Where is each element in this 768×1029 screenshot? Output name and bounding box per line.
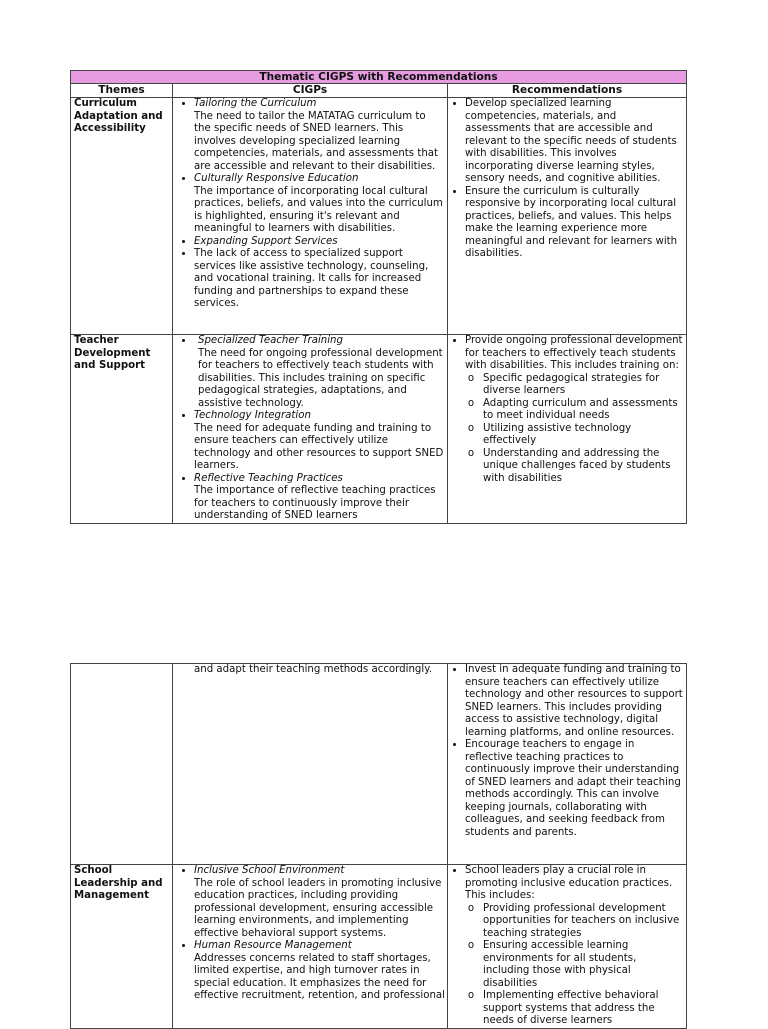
header-themes: Themes	[71, 84, 173, 98]
cigp-text: The need for adequate funding and training to ensure teachers can effectively utilize technology and other resources to support SNED learners.	[194, 422, 444, 471]
cigps-list	[176, 98, 445, 311]
cigp-text: • The lack of access to specialized support services like assistive technology, counseling, and vocational training. It calls for increased funding and partnerships to expand these services.	[194, 248, 429, 309]
rec-intro: • School leaders play a crucial role in promoting inclusive education practices. This includes:	[465, 865, 673, 901]
table-title: Thematic CIGPS with Recommendations	[71, 71, 687, 84]
table-title-row	[71, 71, 687, 84]
list-item	[194, 865, 445, 940]
list-item	[194, 335, 445, 410]
header-cigps: CIGPs	[173, 84, 448, 98]
recommendations-cell	[448, 335, 687, 524]
recommendations-cell	[448, 98, 687, 335]
cigps-cell	[173, 664, 448, 865]
sub-list-item: o Implementing effective behavioral support systems that address the needs of diverse learners	[483, 990, 684, 1028]
table-row	[71, 664, 687, 865]
list-item	[194, 236, 445, 249]
cigps-cell	[173, 865, 448, 1029]
cigps-cell	[173, 98, 448, 335]
sub-list-item: o Adapting curriculum and assessments to meet individual needs	[483, 398, 684, 423]
list-item	[194, 98, 445, 173]
cigp-text: The importance of reflective teaching practices for teachers to continuously improve their understanding of SNED learners	[194, 485, 436, 521]
list-item	[194, 248, 445, 311]
list-item	[194, 473, 445, 523]
cigp-text: and adapt their teaching methods accordingly.	[194, 664, 433, 675]
theme-cell-empty	[71, 664, 173, 865]
header-recommendations: Recommendations	[448, 84, 687, 98]
cigp-text: The need for ongoing professional development for teachers to effectively teach students with disabilities. This includes training on specific pedagogical strategies, adaptations, and assistive technology.	[198, 347, 443, 409]
list-item: • Develop specialized learning competencies, materials, and assessments that are accessible and relevant to the specific needs of students with disabilities. This involves incorporating diverse learning styles, sensory needs, and cognitive abilities.	[465, 98, 684, 186]
theme-cell: School Leadership and Management	[71, 865, 173, 1029]
recommendations-list	[451, 664, 684, 839]
sub-list-item: o Utilizing assistive technology effectively	[483, 423, 684, 448]
table-row	[71, 98, 687, 335]
cigps-cell	[173, 335, 448, 524]
theme-cell: Curriculum Adaptation and Accessibility	[71, 98, 173, 335]
cigp-title: • Specialized Teacher Training	[198, 335, 343, 346]
cigp-text: The need to tailor the MATATAG curriculum to the specific needs of SNED learners. This involves developing specialized learning competencies, materials, and assessments that are accessible and relevant to their disabilities.	[194, 110, 439, 172]
recommendations-list	[451, 335, 684, 485]
rec-intro: • Provide ongoing professional development for teachers to effectively teach students with disabilities. This includes training on:	[465, 335, 683, 371]
sub-list	[465, 373, 684, 486]
cigp-title: • Tailoring the Curriculum	[194, 98, 317, 109]
cigp-title: • Reflective Teaching Practices	[194, 472, 343, 484]
list-item	[194, 173, 445, 236]
list-item	[465, 865, 684, 1028]
cigp-text: The role of school leaders in promoting inclusive education practices, including providing professional development, ensuring accessible learning environments, and implementing effective behavioral support systems.	[194, 877, 442, 939]
list-item: • Invest in adequate funding and training to ensure teachers can effectively utilize technology and other resources to support SNED learners. This includes providing access to assistive technology, digital learning platforms, and online resources.	[465, 664, 684, 739]
sub-list-item: o Specific pedagogical strategies for diverse learners	[483, 373, 684, 398]
recommendations-list	[451, 865, 684, 1028]
table-row	[71, 865, 687, 1029]
list-item: • Ensure the curriculum is culturally responsive by incorporating local cultural practices, beliefs, and values. This helps make the learning experience more meaningful and relevant for learners with disabilities.	[465, 186, 684, 261]
recommendations-list	[451, 98, 684, 261]
cigp-text: The importance of incorporating local cultural practices, beliefs, and values into the curriculum is highlighted, ensuring it's relevant and meaningful to learners with disabilities.	[194, 185, 443, 234]
thematic-table	[70, 70, 687, 524]
cigps-list	[176, 865, 445, 1003]
list-item: • Encourage teachers to engage in reflective teaching practices to continuously improve their understanding of SNED learners and adapt their teaching methods accordingly. This can involve keeping journals, collaborating with colleagues, and seeking feedback from students and parents.	[465, 739, 684, 839]
cigp-title: • Expanding Support Services	[194, 235, 338, 247]
table-row	[71, 335, 687, 524]
cigp-title: • Inclusive School Environment	[194, 865, 345, 876]
sub-list-item: o Providing professional development opportunities for teachers on inclusive teaching strategies	[483, 903, 684, 941]
list-item	[194, 410, 445, 473]
table-header-row	[71, 84, 687, 98]
sub-list	[465, 903, 684, 1028]
cigps-list	[176, 335, 445, 523]
sub-list-item: o Ensuring accessible learning environments for all students, including those with physical disabilities	[483, 940, 684, 990]
cigp-text: Addresses concerns related to staff shortages, limited expertise, and high turnover rates in special education. It emphasizes the need for effective recruitment, retention, and professional	[194, 952, 446, 1001]
list-item	[194, 940, 445, 1003]
recommendations-cell	[448, 664, 687, 865]
cigp-title: • Culturally Responsive Education	[194, 173, 359, 184]
sub-list-item: o Understanding and addressing the unique challenges faced by students with disabilities	[483, 448, 684, 486]
list-item	[465, 335, 684, 485]
cigp-title: • Technology Integration	[194, 410, 311, 421]
cigp-title: • Human Resource Management	[194, 940, 352, 951]
recommendations-cell	[448, 865, 687, 1029]
theme-cell: Teacher Development and Support	[71, 335, 173, 524]
thematic-table-continued	[70, 663, 687, 1029]
